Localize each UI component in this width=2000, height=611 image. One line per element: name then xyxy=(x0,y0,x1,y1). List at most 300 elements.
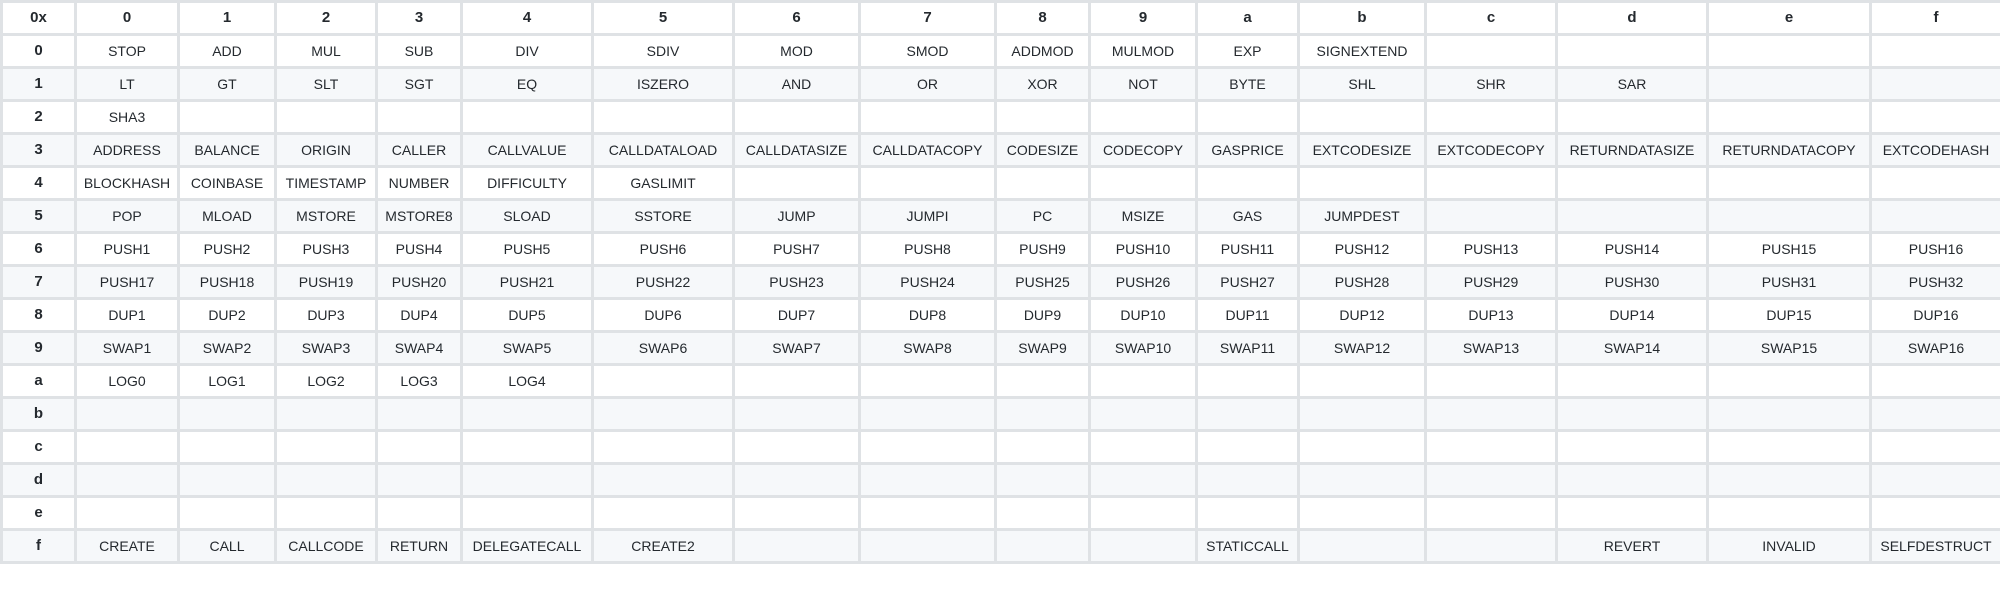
opcode-cell: PUSH27 xyxy=(1197,266,1299,299)
opcode-cell: DUP2 xyxy=(179,299,276,332)
opcode-cell: EXP xyxy=(1197,35,1299,68)
opcode-cell xyxy=(1871,167,2000,200)
opcode-cell xyxy=(1871,35,2000,68)
opcode-cell: CALLDATACOPY xyxy=(860,134,996,167)
opcode-cell: DIV xyxy=(462,35,593,68)
opcode-cell: PUSH9 xyxy=(996,233,1090,266)
opcode-cell: SAR xyxy=(1557,68,1708,101)
opcode-cell xyxy=(996,497,1090,530)
opcode-cell: ISZERO xyxy=(593,68,734,101)
opcode-cell: SLOAD xyxy=(462,200,593,233)
opcode-cell xyxy=(1871,365,2000,398)
opcode-cell: RETURNDATASIZE xyxy=(1557,134,1708,167)
opcode-cell: BYTE xyxy=(1197,68,1299,101)
opcode-cell: JUMPDEST xyxy=(1299,200,1426,233)
opcode-cell: PUSH29 xyxy=(1426,266,1557,299)
opcode-cell xyxy=(1090,464,1197,497)
opcode-cell xyxy=(276,101,377,134)
opcode-cell: PUSH23 xyxy=(734,266,860,299)
opcode-cell: DUP5 xyxy=(462,299,593,332)
opcode-cell: SWAP3 xyxy=(276,332,377,365)
opcode-cell: OR xyxy=(860,68,996,101)
opcode-cell xyxy=(1299,365,1426,398)
opcode-cell: PUSH24 xyxy=(860,266,996,299)
opcode-cell xyxy=(462,101,593,134)
opcode-cell: SWAP4 xyxy=(377,332,462,365)
opcode-cell: ORIGIN xyxy=(276,134,377,167)
opcode-cell xyxy=(996,464,1090,497)
column-header: c xyxy=(1426,2,1557,35)
opcode-cell: SWAP10 xyxy=(1090,332,1197,365)
opcode-cell xyxy=(1708,497,1871,530)
opcode-cell: DUP14 xyxy=(1557,299,1708,332)
opcode-cell xyxy=(1426,530,1557,563)
opcode-cell xyxy=(1708,35,1871,68)
column-header: f xyxy=(1871,2,2000,35)
column-header: 6 xyxy=(734,2,860,35)
opcode-cell: PUSH31 xyxy=(1708,266,1871,299)
opcode-cell: PUSH30 xyxy=(1557,266,1708,299)
opcode-cell: ADDRESS xyxy=(76,134,179,167)
opcode-cell: MSIZE xyxy=(1090,200,1197,233)
opcode-cell: BLOCKHASH xyxy=(76,167,179,200)
opcode-cell: PUSH16 xyxy=(1871,233,2000,266)
opcode-cell xyxy=(462,464,593,497)
table-header xyxy=(2,2,2000,35)
opcode-cell: CODECOPY xyxy=(1090,134,1197,167)
opcode-cell xyxy=(1708,431,1871,464)
opcode-cell: PUSH28 xyxy=(1299,266,1426,299)
opcode-cell: PUSH4 xyxy=(377,233,462,266)
opcode-cell: SHA3 xyxy=(76,101,179,134)
opcode-cell: PUSH32 xyxy=(1871,266,2000,299)
opcode-cell: SWAP5 xyxy=(462,332,593,365)
opcode-cell: COINBASE xyxy=(179,167,276,200)
opcode-cell xyxy=(1557,200,1708,233)
opcode-cell xyxy=(1426,497,1557,530)
opcode-cell: EQ xyxy=(462,68,593,101)
opcode-cell xyxy=(996,365,1090,398)
opcode-cell xyxy=(860,101,996,134)
row-header: 4 xyxy=(2,167,76,200)
opcode-cell xyxy=(734,431,860,464)
opcode-cell: DUP3 xyxy=(276,299,377,332)
opcode-cell: NUMBER xyxy=(377,167,462,200)
opcode-cell: LOG2 xyxy=(276,365,377,398)
opcode-cell xyxy=(1557,464,1708,497)
opcode-cell: TIMESTAMP xyxy=(276,167,377,200)
opcode-cell xyxy=(860,167,996,200)
opcode-cell xyxy=(1557,35,1708,68)
opcode-cell: PUSH15 xyxy=(1708,233,1871,266)
opcode-cell: SWAP8 xyxy=(860,332,996,365)
opcode-cell: SWAP12 xyxy=(1299,332,1426,365)
opcode-cell: SWAP2 xyxy=(179,332,276,365)
opcode-cell: GASPRICE xyxy=(1197,134,1299,167)
opcode-cell xyxy=(179,101,276,134)
opcode-cell: SLT xyxy=(276,68,377,101)
opcode-cell xyxy=(1871,101,2000,134)
opcode-cell xyxy=(860,398,996,431)
opcode-cell: DUP12 xyxy=(1299,299,1426,332)
opcode-cell: NOT xyxy=(1090,68,1197,101)
table-row xyxy=(2,299,2000,332)
opcode-cell xyxy=(76,398,179,431)
opcode-cell xyxy=(179,398,276,431)
opcode-cell xyxy=(377,497,462,530)
opcode-cell xyxy=(179,497,276,530)
opcode-cell: PUSH21 xyxy=(462,266,593,299)
opcode-cell xyxy=(1090,167,1197,200)
opcode-cell: RETURN xyxy=(377,530,462,563)
opcode-cell: CALLVALUE xyxy=(462,134,593,167)
opcode-cell xyxy=(1871,464,2000,497)
row-header: e xyxy=(2,497,76,530)
opcode-cell xyxy=(1557,398,1708,431)
opcode-cell: SGT xyxy=(377,68,462,101)
table-row xyxy=(2,464,2000,497)
opcode-cell xyxy=(76,431,179,464)
opcode-cell xyxy=(1426,398,1557,431)
opcode-cell: MLOAD xyxy=(179,200,276,233)
opcode-cell xyxy=(462,497,593,530)
table-row xyxy=(2,134,2000,167)
opcode-cell: PUSH13 xyxy=(1426,233,1557,266)
table-row xyxy=(2,365,2000,398)
opcode-cell: MSTORE xyxy=(276,200,377,233)
opcode-cell: PUSH22 xyxy=(593,266,734,299)
opcode-cell: SSTORE xyxy=(593,200,734,233)
opcode-cell xyxy=(1708,167,1871,200)
opcode-cell: CALL xyxy=(179,530,276,563)
opcode-cell: SWAP16 xyxy=(1871,332,2000,365)
opcode-cell: CALLDATALOAD xyxy=(593,134,734,167)
opcode-cell xyxy=(860,497,996,530)
table-row xyxy=(2,200,2000,233)
opcode-cell xyxy=(734,101,860,134)
opcode-cell xyxy=(1299,497,1426,530)
opcode-cell: PUSH7 xyxy=(734,233,860,266)
opcode-cell xyxy=(1557,101,1708,134)
opcode-cell xyxy=(996,398,1090,431)
opcode-cell xyxy=(734,365,860,398)
opcode-cell xyxy=(276,497,377,530)
opcode-cell: PUSH17 xyxy=(76,266,179,299)
opcode-cell xyxy=(276,431,377,464)
opcode-cell: DUP15 xyxy=(1708,299,1871,332)
opcode-cell xyxy=(377,398,462,431)
opcode-cell xyxy=(377,464,462,497)
opcode-cell: DUP7 xyxy=(734,299,860,332)
opcode-cell: PUSH18 xyxy=(179,266,276,299)
opcode-cell: SWAP9 xyxy=(996,332,1090,365)
opcode-cell: ADDMOD xyxy=(996,35,1090,68)
row-header: f xyxy=(2,530,76,563)
opcode-cell: PUSH14 xyxy=(1557,233,1708,266)
table-row xyxy=(2,68,2000,101)
opcode-cell xyxy=(1090,431,1197,464)
column-header: a xyxy=(1197,2,1299,35)
opcode-cell: XOR xyxy=(996,68,1090,101)
opcode-cell xyxy=(76,464,179,497)
opcode-cell xyxy=(1708,365,1871,398)
row-header: 5 xyxy=(2,200,76,233)
opcode-cell xyxy=(860,530,996,563)
opcode-cell: JUMPI xyxy=(860,200,996,233)
table-row xyxy=(2,332,2000,365)
opcode-cell xyxy=(1299,167,1426,200)
table-row xyxy=(2,398,2000,431)
table-row xyxy=(2,431,2000,464)
opcode-cell: PUSH3 xyxy=(276,233,377,266)
opcode-cell xyxy=(276,398,377,431)
column-header: 5 xyxy=(593,2,734,35)
opcode-cell xyxy=(1299,530,1426,563)
opcode-cell xyxy=(1090,365,1197,398)
opcode-cell xyxy=(1557,365,1708,398)
opcode-cell: PUSH11 xyxy=(1197,233,1299,266)
opcode-cell: SMOD xyxy=(860,35,996,68)
opcode-cell: SWAP15 xyxy=(1708,332,1871,365)
column-header: 3 xyxy=(377,2,462,35)
column-header: b xyxy=(1299,2,1426,35)
table-row xyxy=(2,35,2000,68)
opcode-cell: SWAP14 xyxy=(1557,332,1708,365)
opcode-cell: CALLCODE xyxy=(276,530,377,563)
opcode-cell xyxy=(1197,497,1299,530)
opcode-cell: DELEGATECALL xyxy=(462,530,593,563)
opcode-cell: PUSH19 xyxy=(276,266,377,299)
opcode-cell xyxy=(377,431,462,464)
opcode-cell xyxy=(1090,497,1197,530)
opcode-cell: DUP6 xyxy=(593,299,734,332)
opcode-cell: MOD xyxy=(734,35,860,68)
opcode-cell: PC xyxy=(996,200,1090,233)
opcode-cell xyxy=(1197,398,1299,431)
opcode-cell xyxy=(1871,200,2000,233)
column-header: 2 xyxy=(276,2,377,35)
opcode-cell xyxy=(1426,365,1557,398)
opcode-cell xyxy=(1299,101,1426,134)
row-header: d xyxy=(2,464,76,497)
opcode-cell: PUSH1 xyxy=(76,233,179,266)
row-header: 0 xyxy=(2,35,76,68)
opcode-cell: EXTCODESIZE xyxy=(1299,134,1426,167)
opcode-cell: DUP1 xyxy=(76,299,179,332)
column-header: 9 xyxy=(1090,2,1197,35)
opcode-cell xyxy=(860,365,996,398)
row-header: 2 xyxy=(2,101,76,134)
opcode-cell: PUSH25 xyxy=(996,266,1090,299)
table-row xyxy=(2,167,2000,200)
opcode-cell xyxy=(1708,464,1871,497)
opcode-cell: SIGNEXTEND xyxy=(1299,35,1426,68)
opcode-cell xyxy=(1090,101,1197,134)
opcode-cell xyxy=(1197,365,1299,398)
opcode-cell: CALLER xyxy=(377,134,462,167)
opcode-cell: SDIV xyxy=(593,35,734,68)
table-row xyxy=(2,101,2000,134)
opcode-cell: PUSH20 xyxy=(377,266,462,299)
opcode-cell xyxy=(462,398,593,431)
opcode-cell: LOG0 xyxy=(76,365,179,398)
opcode-cell: STOP xyxy=(76,35,179,68)
opcode-cell: DIFFICULTY xyxy=(462,167,593,200)
opcode-cell: SHL xyxy=(1299,68,1426,101)
opcode-cell xyxy=(593,365,734,398)
opcode-cell: REVERT xyxy=(1557,530,1708,563)
row-header: 1 xyxy=(2,68,76,101)
table-row xyxy=(2,233,2000,266)
opcode-cell: SWAP13 xyxy=(1426,332,1557,365)
opcode-cell: DUP11 xyxy=(1197,299,1299,332)
opcode-cell xyxy=(860,431,996,464)
opcode-cell: PUSH26 xyxy=(1090,266,1197,299)
opcode-cell xyxy=(1426,101,1557,134)
opcode-cell xyxy=(734,497,860,530)
opcode-cell: PUSH12 xyxy=(1299,233,1426,266)
table-row xyxy=(2,497,2000,530)
opcode-cell: POP xyxy=(76,200,179,233)
opcode-cell: DUP8 xyxy=(860,299,996,332)
opcode-cell xyxy=(76,497,179,530)
row-header: 3 xyxy=(2,134,76,167)
column-header: 1 xyxy=(179,2,276,35)
opcode-cell xyxy=(996,167,1090,200)
row-header: 7 xyxy=(2,266,76,299)
opcode-cell: LOG1 xyxy=(179,365,276,398)
column-header: e xyxy=(1708,2,1871,35)
column-header: 4 xyxy=(462,2,593,35)
opcode-cell: MULMOD xyxy=(1090,35,1197,68)
opcode-cell xyxy=(1197,431,1299,464)
opcode-cell xyxy=(1708,398,1871,431)
opcode-cell xyxy=(1557,497,1708,530)
opcode-cell xyxy=(1708,200,1871,233)
opcode-cell xyxy=(1299,431,1426,464)
table-row xyxy=(2,530,2000,563)
opcode-cell xyxy=(1426,464,1557,497)
opcode-cell xyxy=(734,464,860,497)
opcode-cell: EXTCODECOPY xyxy=(1426,134,1557,167)
opcode-cell: SHR xyxy=(1426,68,1557,101)
opcode-cell xyxy=(1426,431,1557,464)
opcode-cell xyxy=(1299,398,1426,431)
opcode-cell: LOG4 xyxy=(462,365,593,398)
opcode-cell xyxy=(1557,167,1708,200)
opcode-cell xyxy=(593,101,734,134)
opcode-cell xyxy=(860,464,996,497)
opcode-cell: PUSH5 xyxy=(462,233,593,266)
opcode-cell: EXTCODEHASH xyxy=(1871,134,2000,167)
opcode-cell: ADD xyxy=(179,35,276,68)
opcode-cell: DUP16 xyxy=(1871,299,2000,332)
opcode-cell xyxy=(1426,167,1557,200)
opcode-cell xyxy=(593,497,734,530)
opcode-cell: SELFDESTRUCT xyxy=(1871,530,2000,563)
opcode-cell: CALLDATASIZE xyxy=(734,134,860,167)
opcode-cell: PUSH2 xyxy=(179,233,276,266)
opcode-cell: DUP10 xyxy=(1090,299,1197,332)
opcode-cell: PUSH8 xyxy=(860,233,996,266)
opcode-cell: RETURNDATACOPY xyxy=(1708,134,1871,167)
opcode-cell xyxy=(593,464,734,497)
opcode-cell xyxy=(1090,398,1197,431)
opcode-cell xyxy=(734,167,860,200)
opcode-cell: MUL xyxy=(276,35,377,68)
opcode-cell xyxy=(1871,68,2000,101)
opcode-cell: PUSH10 xyxy=(1090,233,1197,266)
opcode-cell xyxy=(1197,167,1299,200)
opcode-cell: LT xyxy=(76,68,179,101)
row-header: b xyxy=(2,398,76,431)
column-header: 8 xyxy=(996,2,1090,35)
opcode-cell xyxy=(996,431,1090,464)
opcode-cell: CODESIZE xyxy=(996,134,1090,167)
opcode-cell: BALANCE xyxy=(179,134,276,167)
row-header: 8 xyxy=(2,299,76,332)
opcode-cell xyxy=(1871,431,2000,464)
row-header: c xyxy=(2,431,76,464)
opcode-cell xyxy=(1426,35,1557,68)
column-header: 7 xyxy=(860,2,996,35)
table-body xyxy=(2,35,2000,563)
opcode-cell xyxy=(377,101,462,134)
table-row xyxy=(2,266,2000,299)
opcode-cell: JUMP xyxy=(734,200,860,233)
column-header: 0 xyxy=(76,2,179,35)
header-row xyxy=(2,2,2000,35)
opcode-cell xyxy=(1871,497,2000,530)
opcode-cell xyxy=(179,464,276,497)
opcode-cell: STATICCALL xyxy=(1197,530,1299,563)
opcode-cell: SWAP6 xyxy=(593,332,734,365)
opcode-cell xyxy=(179,431,276,464)
opcode-cell: GASLIMIT xyxy=(593,167,734,200)
opcode-cell: AND xyxy=(734,68,860,101)
opcode-cell xyxy=(996,530,1090,563)
opcode-cell: SWAP1 xyxy=(76,332,179,365)
opcode-cell xyxy=(1871,398,2000,431)
opcode-cell xyxy=(1299,464,1426,497)
opcode-cell: SWAP7 xyxy=(734,332,860,365)
opcode-cell xyxy=(1090,530,1197,563)
opcode-cell: GAS xyxy=(1197,200,1299,233)
row-header: 9 xyxy=(2,332,76,365)
opcode-cell xyxy=(593,398,734,431)
opcode-cell: GT xyxy=(179,68,276,101)
opcode-cell: MSTORE8 xyxy=(377,200,462,233)
opcode-cell xyxy=(734,398,860,431)
opcode-cell: DUP4 xyxy=(377,299,462,332)
opcode-cell xyxy=(1426,200,1557,233)
opcode-cell xyxy=(462,431,593,464)
opcode-cell xyxy=(1708,68,1871,101)
opcode-cell: DUP13 xyxy=(1426,299,1557,332)
opcode-cell xyxy=(593,431,734,464)
opcode-cell: PUSH6 xyxy=(593,233,734,266)
opcode-cell: INVALID xyxy=(1708,530,1871,563)
opcode-cell: SUB xyxy=(377,35,462,68)
opcode-cell xyxy=(734,530,860,563)
opcode-cell: SWAP11 xyxy=(1197,332,1299,365)
opcode-cell xyxy=(996,101,1090,134)
row-header: a xyxy=(2,365,76,398)
opcode-cell: LOG3 xyxy=(377,365,462,398)
opcode-cell: CREATE2 xyxy=(593,530,734,563)
corner-header: 0x xyxy=(2,2,76,35)
opcode-cell xyxy=(276,464,377,497)
